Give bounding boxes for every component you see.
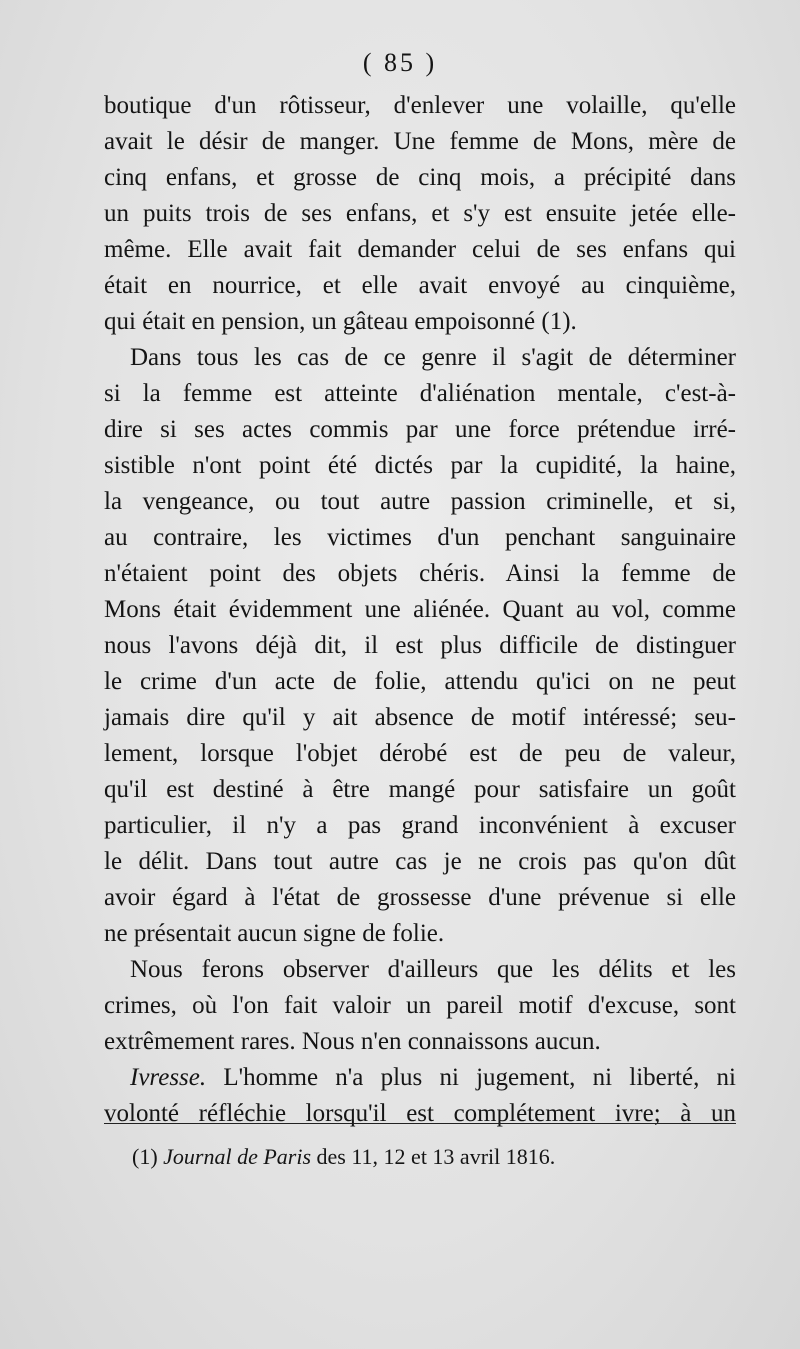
text-line-ivresse	[104, 1060, 736, 1096]
text-line: Dans tous les cas de ce genre il s'agit de déterminer	[130, 344, 736, 371]
text-line: Nous ferons observer d'ailleurs que les délits et les	[130, 956, 736, 983]
text-line: sistible n'ont point été dictés par la cupidité, la haine,	[104, 452, 736, 479]
footnote-rule	[104, 1123, 736, 1124]
footnote-journal: Journal de Paris	[163, 1144, 312, 1169]
text-line: un puits trois de ses enfans, et s'y est ensuite jetée elle-	[104, 200, 736, 227]
text-line: n'étaient point des objets chéris. Ainsi la femme de	[104, 560, 736, 587]
footnote-text: des 11, 12 et 13 avril 1816.	[311, 1144, 556, 1169]
text-line: si la femme est atteinte d'aliénation mentale, c'est-à-	[104, 380, 736, 407]
text-line: était en nourrice, et elle avait envoyé au cinquième,	[104, 272, 736, 299]
text-line: nous l'avons déjà dit, il est plus difficile de distinguer	[104, 632, 736, 659]
footnote-marker: (1)	[132, 1144, 164, 1169]
text-line: au contraire, les victimes d'un penchant sanguinaire	[104, 524, 736, 551]
text-line: avoir égard à l'état de grossesse d'une prévenue si elle	[104, 884, 736, 911]
text-line: ne présentait aucun signe de folie.	[104, 920, 445, 947]
text-line: même. Elle avait fait demander celui de ses enfans qui	[104, 236, 736, 263]
text-line: crimes, où l'on fait valoir un pareil motif d'excuse, sont	[104, 992, 736, 1019]
text-line: le crime d'un acte de folie, attendu qu'ici on ne peut	[104, 668, 736, 695]
body-text	[104, 88, 736, 1132]
text-line: lement, lorsque l'objet dérobé est de peu de valeur,	[104, 740, 736, 767]
text-line: qu'il est destiné à être mangé pour satisfaire un goût	[104, 776, 736, 803]
text-line: avait le désir de manger. Une femme de Mons, mère de	[104, 128, 736, 155]
page-number: ( 85 )	[362, 48, 438, 77]
text-line: Mons était évidemment une aliénée. Quant au vol, comme	[104, 596, 736, 623]
ivresse-text: L'homme n'a plus ni jugement, ni liberté, ni	[206, 1064, 736, 1091]
text-line: particulier, il n'y a pas grand inconvénient à excuser	[104, 812, 736, 839]
text-line: jamais dire qu'il y ait absence de motif intéressé; seu-	[104, 704, 736, 731]
text-line: le délit. Dans tout autre cas je ne crois pas qu'on dût	[104, 848, 736, 875]
ivresse-term: Ivresse.	[130, 1064, 207, 1091]
text-line: cinq enfans, et grosse de cinq mois, a précipité dans	[104, 164, 736, 191]
text-line: la vengeance, ou tout autre passion criminelle, et si,	[104, 488, 736, 515]
footnote	[132, 1140, 555, 1174]
text-line: extrêmement rares. Nous n'en connaissons aucun.	[104, 1028, 601, 1055]
text-line: qui était en pension, un gâteau empoisonné (1).	[104, 308, 577, 335]
text-line: dire si ses actes commis par une force prétendue irré-	[104, 416, 736, 443]
text-line: boutique d'un rôtisseur, d'enlever une volaille, qu'elle	[104, 92, 736, 119]
text-line: volonté réfléchie lorsqu'il est complétement ivre; à un	[104, 1100, 736, 1127]
